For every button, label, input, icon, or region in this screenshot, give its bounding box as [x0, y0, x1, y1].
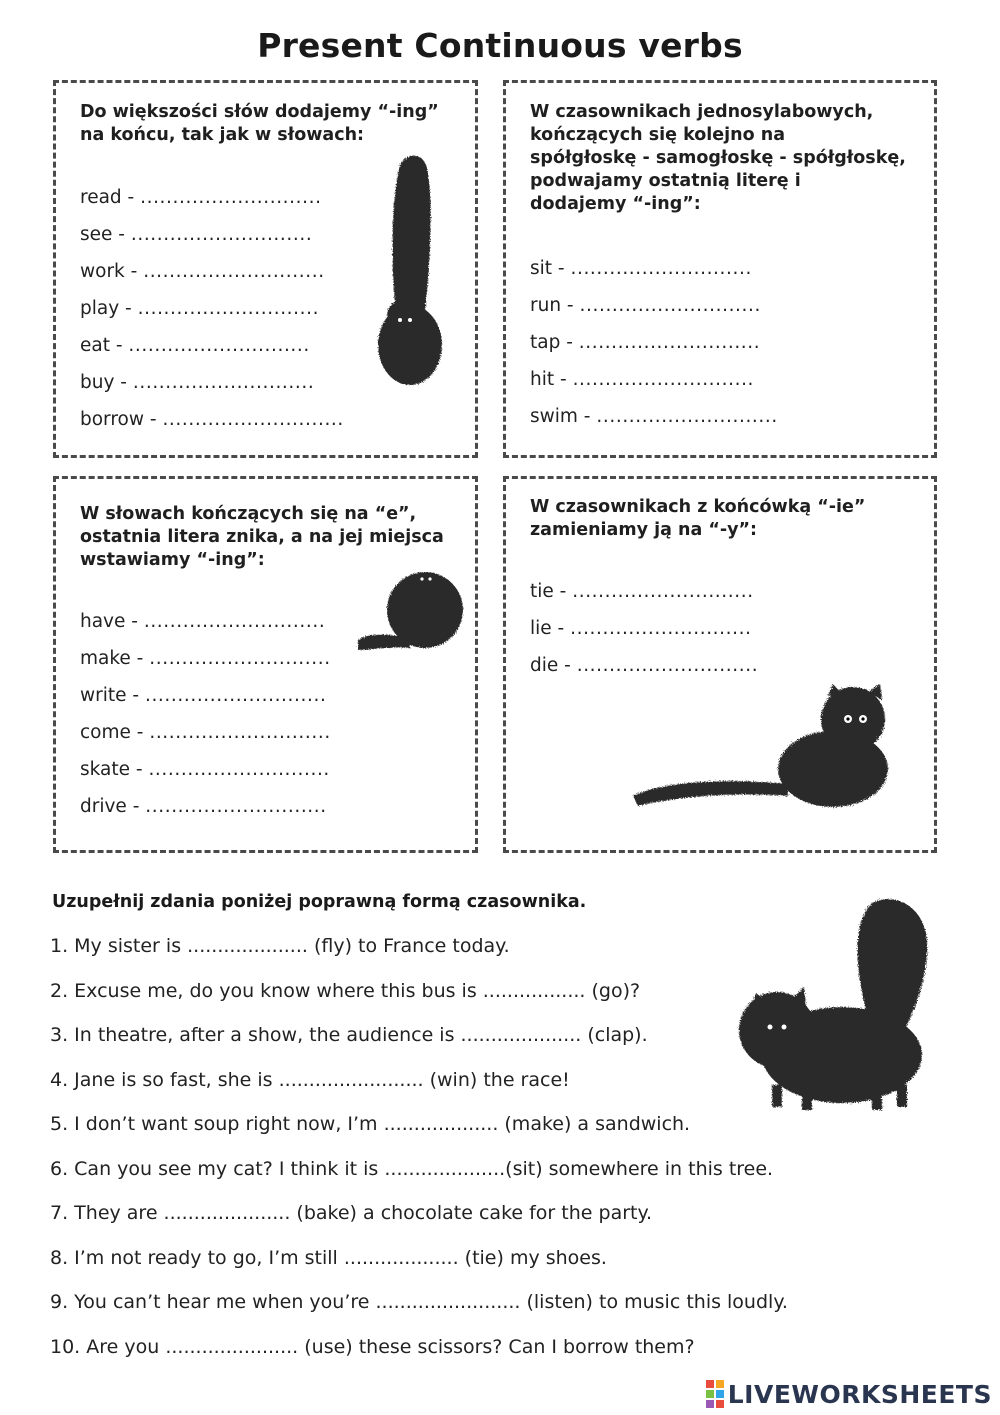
verb-item[interactable]: make - ............................: [80, 648, 331, 669]
heading-line: Do większości słów dodajemy “-ing”: [80, 102, 439, 122]
heading-line: W czasownikach jednosylabowych,: [530, 102, 874, 122]
verb-item[interactable]: tie - ............................: [530, 581, 754, 602]
sentence-item[interactable]: 10. Are you ...................... (use) these scissors? Can I borrow them?: [50, 1335, 695, 1358]
verb-item[interactable]: lie - ............................: [530, 618, 752, 639]
verb-item[interactable]: die - ............................: [530, 655, 759, 676]
verb-item[interactable]: swim - ............................: [530, 406, 778, 427]
verb-item[interactable]: work - ............................: [80, 261, 325, 282]
heading-line: W słowach kończących się na “e”,: [80, 504, 417, 524]
rule-heading-4: [530, 496, 865, 542]
sentence-item[interactable]: 4. Jane is so fast, she is ........................ (win) the race!: [50, 1068, 570, 1091]
sentence-item[interactable]: 7. They are ..................... (bake) a chocolate cake for the party.: [50, 1202, 653, 1224]
heading-line: podwajamy ostatnią literę i: [530, 171, 801, 191]
logo-text: LIVEWORKSHEETS: [727, 1379, 992, 1409]
rule-heading-2: [530, 101, 906, 216]
sentence-item[interactable]: 9. You can’t hear me when you’re ........................ (listen) to music this loudly.: [50, 1291, 788, 1313]
sitting-cat-illustration: [628, 684, 908, 814]
heading-line: wstawiamy “-ing”:: [80, 550, 265, 570]
round-cat-illustration: [350, 572, 470, 657]
verb-item[interactable]: come - ............................: [80, 722, 331, 743]
heading-line: kończących się kolejno na: [530, 125, 785, 145]
verb-item[interactable]: drive - ............................: [80, 796, 327, 817]
sentence-item[interactable]: 1. My sister is .................... (fly) to France today.: [50, 935, 510, 957]
verb-item[interactable]: play - ............................: [80, 298, 320, 319]
heading-line: dodajemy “-ing”:: [530, 194, 701, 214]
verb-list-3: [80, 610, 331, 832]
verb-item[interactable]: borrow - ............................: [80, 409, 344, 430]
verb-item[interactable]: read - ............................: [80, 187, 322, 208]
heading-line: zamieniamy ją na “-y”:: [530, 520, 758, 540]
liveworksheets-logo-icon: [706, 1380, 724, 1408]
verb-item[interactable]: eat - ............................: [80, 335, 310, 356]
fluffy-tail-cat-illustration: [732, 895, 942, 1115]
exercise-sentences: [50, 933, 788, 1378]
rule-heading-3: [80, 503, 444, 572]
verb-item[interactable]: write - ............................: [80, 685, 327, 706]
liveworksheets-logo: [706, 1379, 992, 1409]
verb-item[interactable]: tap - ............................: [530, 332, 761, 353]
verb-item[interactable]: skate - ............................: [80, 759, 330, 780]
rule-heading-1: [80, 101, 439, 147]
verb-item[interactable]: buy - ............................: [80, 372, 315, 393]
tall-tail-cat-illustration: [365, 150, 455, 400]
verb-list-4: [530, 580, 758, 691]
heading-line: W czasownikach z końcówką “-ie”: [530, 497, 866, 517]
sentence-item[interactable]: 5. I don’t want soup right now, I’m ................... (make) a sandwich.: [50, 1113, 691, 1135]
heading-line: na końcu, tak jak w słowach:: [80, 125, 365, 145]
verb-item[interactable]: run - ............................: [530, 295, 761, 316]
sentence-item[interactable]: 8. I’m not ready to go, I’m still ................... (tie) my shoes.: [50, 1246, 607, 1269]
sentence-item[interactable]: 6. Can you see my cat? I think it is ....................(sit) somewhere in this tree.: [50, 1157, 774, 1180]
verb-item[interactable]: sit - ............................: [530, 258, 752, 279]
heading-line: spółgłoskę - samogłoskę - spółgłoskę,: [530, 148, 906, 168]
verb-item[interactable]: see - ............................: [80, 224, 313, 245]
sentence-item[interactable]: 2. Excuse me, do you know where this bus is ................. (go)?: [50, 979, 641, 1002]
heading-line: ostatnia litera znika, a na jej miejsca: [80, 527, 444, 547]
sentence-item[interactable]: 3. In theatre, after a show, the audience is .................... (clap).: [50, 1024, 648, 1046]
verb-item[interactable]: have - ............................: [80, 611, 326, 632]
verb-item[interactable]: hit - ............................: [530, 369, 755, 390]
exercise-instructions: Uzupełnij zdania poniżej poprawną formą czasownika.: [52, 892, 587, 912]
verb-list-1: [80, 186, 344, 445]
page-title: Present Continuous verbs: [257, 26, 743, 65]
verb-list-2: [530, 257, 778, 442]
